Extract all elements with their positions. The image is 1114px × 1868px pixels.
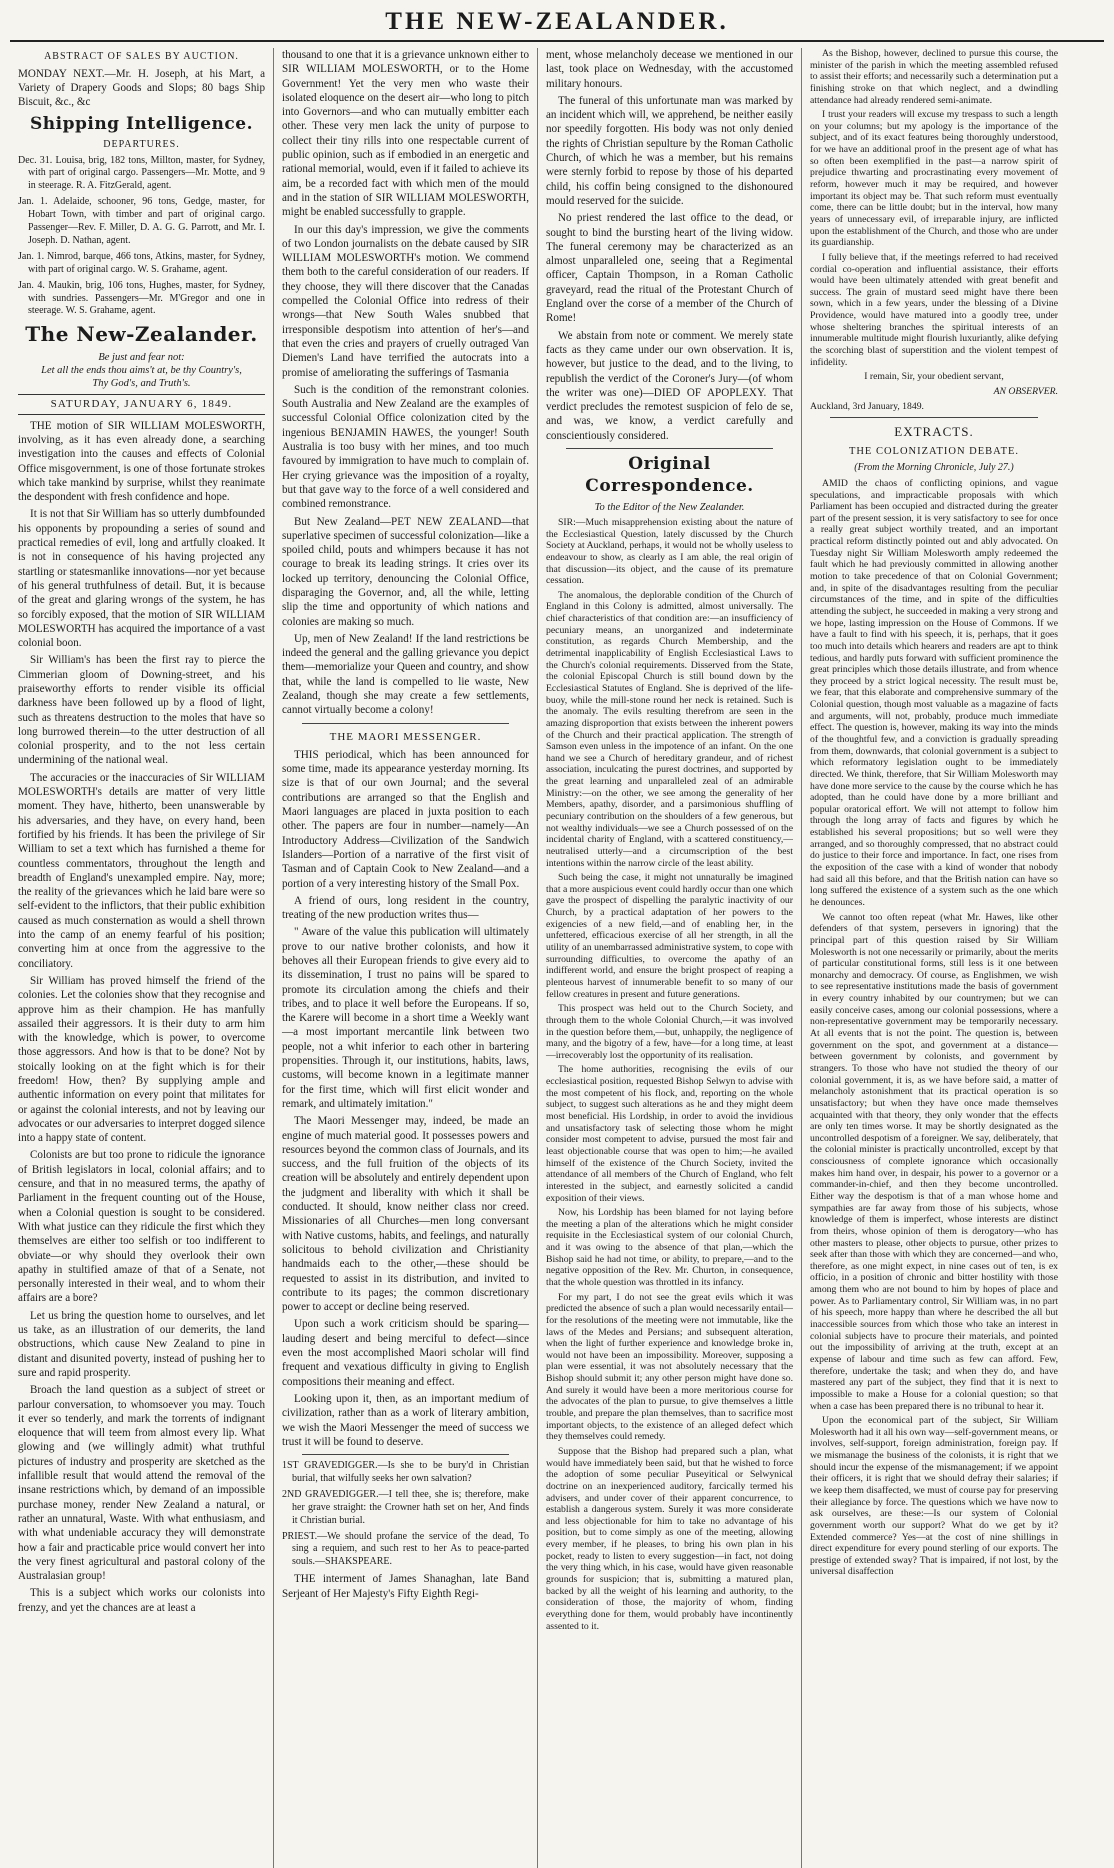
letter-paragraph: As the Bishop, however, declined to pursue this course, the minister of the parish in which the meeting assembled refused to assist their efforts; and necessarily such a determination put a finishing stroke on that which neglect, and a dwindling attendance had already rendered semi-animate. bbox=[810, 48, 1058, 106]
article-paragraph: Upon such a work criticism should be sparing—lauding desert and being merciful to defect—since even the most accomplished Maori scholar will find frequent and vexatious difficulty in giving to English compositions their meaning and effect. bbox=[282, 1318, 529, 1388]
article-paragraph: Let us bring the question home to ourselves, and let us take, as an illustration of our demerits, the land obstructions, which cause New Zealand to pine in distant and disunited poverty, instead of pushing her to sure and rapid prosperity. bbox=[18, 1309, 265, 1379]
article-paragraph: ment, whose melancholy decease we mentioned in our last, took place on Wednesday, with the accustomed military honours. bbox=[546, 49, 793, 90]
extract-paragraph: Upon the economical part of the subject, Sir William Molesworth had it all his own way—self-government means, or involves, self-support, foreign administration, foreign pay. If we mismanage the business of the colonists, it is right that we should incur the expense of the mismanagement; if we appoint their officers, it is right that we should defray their salaries; if we keep them disaffected, we must of course pay for preserving their allegiance by force. The questions which we have now to ask ourselves, are these:—Is our system of Colonial government worth our support? What do we get by it? Extended commerce? Yes—at the cost of nine shillings in direct expenditure for every pound sterling of our exports. The prestige of extended sway? That is impaired, if not lost, by the universal disaffection bbox=[810, 1415, 1058, 1578]
verse-line: 2ND GRAVEDIGGER.—I tell thee, she is; therefore, make her grave straight: the Crowner hath set on her, And finds it Christian burial. bbox=[282, 1488, 529, 1526]
letter-paragraph: I fully believe that, if the meetings referred to had received cordial co-operation and influential assistance, their efforts would have been ultimately attended with great benefit and success. The grain of mustard seed might have there been sown, which in a few years, under the blessing of a Divine Providence, would have matured into a goodly tree, under whose sheltering branches the spiritual interests of an innumerable multitude might flourish luxuriantly, alike defying the scorching blast of superstition and the violent tempest of infidelity. bbox=[810, 251, 1058, 368]
motto: Be just and fear not: Let all the ends thou aims't at, be thy Country's, Thy God's, and Truth's. bbox=[41, 352, 242, 390]
masthead: THE NEW-ZEALANDER. bbox=[10, 8, 1104, 42]
departure-item: Dec. 31. Louisa, brig, 182 tons, Millton, master, for Sydney, with part of original cargo. Passengers—Mr. Motte, and 9 in steerage. R. A. FitzGerald, agent. bbox=[18, 154, 265, 192]
correspondence-heading: Original Correspondence. bbox=[585, 454, 754, 496]
letter-paragraph: This prospect was held out to the Church Society, and through them to the whole Colonial Church,—it was involved in the question before them,—but, unhappily, the negligence of many, and the bigotry of a few, have—for a long time, at least—irrecoverably lost the opportunity of its realisation. bbox=[546, 1003, 793, 1061]
article-paragraph: THIS periodical, which has been announced for some time, made its appearance yesterday morning. Its size is that of our own Journal; and the several contributions are arranged so that the English and Maori languages are placed in juxta position to each other. The papers are four in number—namely—An Introductory Address—Civilization of the Sandwich Islanders—Portion of a narrative of the first visit of Tasman and of Captain Cook to New Zealand—and a portion of a very interesting history of the Small Pox. bbox=[282, 748, 529, 890]
departures-list bbox=[18, 155, 265, 319]
article-paragraph: THE motion of SIR WILLIAM MOLESWORTH, involving, as it has even already done, a searching investigation into the causes and effects of Colonial Office misgovernment, is one of those fortunate strokes which take mankind by surprise, whilst they reanimate the despondent with fresh confidence and hope. bbox=[18, 419, 265, 504]
article-paragraph: Such is the condition of the remonstrant colonies. South Australia and New Zealand are the examples of successful Colonial Office colonization cited by the ingenious BENJAMIN HAWES, the younger! South Australia is too busy with her mines, and too much favoured by immigration to have much to complain of. Her crying grievance was the imposition of a royalty, but that gave way to the force of a well considered and combined remonstrance. bbox=[282, 383, 529, 511]
departure-item: Jan. 1. Adelaide, schooner, 96 tons, Gedge, master, for Hobart Town, with timber and part of original cargo. Passenger—Rev. F. Miller, D. A. G. G. Parrott, and Mr. I. Joseph. D. Nathan, agent. bbox=[18, 196, 265, 246]
divider bbox=[830, 417, 1038, 418]
letter-signoff: I remain, Sir, your obedient servant, bbox=[864, 371, 1004, 383]
extracts-heading: EXTRACTS. bbox=[894, 424, 974, 440]
divider bbox=[302, 723, 509, 724]
article-paragraph: This is a subject which works our colonists into frenzy, and yet the chances are at least a bbox=[18, 1587, 265, 1614]
article-paragraph: It is not that Sir William has so utterly dumbfounded his opponents by propounding a series of sound and practical remedies of evil, long and artfully cloaked. It is not in consequence of his having projected any startling or statesmanlike innovations—nor yet because of his general truthfulness of detail. But, it is because of the great and glaring wrongs of the system, he has so forcibly exposed, that the motion of SIR WILLIAM MOLESWORTH has acquired the importance of a vast colonial boon. bbox=[18, 508, 265, 650]
letter-paragraph: For my part, I do not see the great evils which it was predicted the absence of such a plan would necessarily entail—for the resolutions of the meeting were not immutable, like the laws of the Medes and Persians; and subsequent alteration, when the light of further experience and knowledge broke in, would not have been an impossibility. Moreover, supposing a plan were essential, it was not absolutely necessary that the Bishop should submit it; any other person might have done so. And surely it would have been a more meritorious course for the advocates of the plan to pursue, to give themselves a little trouble, and prepare the plan themselves, than to sacrifice most important objects, to the existence of an alleged defect which they themselves could remedy. bbox=[546, 1291, 793, 1443]
letter-paragraph: Now, his Lordship has been blamed for not laying before the meeting a plan of the alterations which he might consider requisite in the Ecclesiastical system of our colonial Church, and it was owing to the absence of that plan,—which the Bishop said he had not time, or ability, to prepare,—and to the negative opposition of the Rev. Mr. Churton, in consequence, that the whole question was throttled in its infancy. bbox=[546, 1207, 793, 1288]
article-paragraph: A friend of ours, long resident in the country, treating of the new production writes thus— bbox=[282, 894, 529, 922]
article-paragraph: Broach the land question as a subject of street or parlour conversation, to whomsoever you may. Touch it ever so tenderly, and mark the torrents of indignant eloquence that will teem from almost every lip. What glowing and (we willingly admit) what truthful pictures of industry and prosperity are sketched as the infallible result that would attend the removal of the insane restrictions which, by demand of an impossible purchase money, render New Zealand a natural, or rather an unnatural, Waste. With what enthusiasm, and with what undeniable accuracy they will demonstrate how a fair and practicable price would convert her into the very finest agricultural and pastoral colony of the Australasian group! bbox=[18, 1384, 265, 1583]
letter-paragraph: The anomalous, the deplorable condition of the Church of England in this Colony is admitted, almost universally. The chief characteristics of that condition are:—an insufficiency of pecuniary means, an unorganized and indeterminate constitution, as regards Church Membership, and the detrimental inapplicability of English Ecclesiastical Laws to the Church's colonial requirements. Disserved from the State, the colonial Episcopal Church is still bound down by the Ecclesiastical Statutes of England. She is deprived of the life-buoy, while the mill-stone round her neck is retained. Such is the anomaly. The evils resulting therefrom are seen in the amazing disproportion that exists between the inherent powers of the Church and their practical application. The strength of Samson even unless in the impotence of an infant. On the one hand we see a Church of hereditary grandeur, and of richest association, inculcating the purest doctrines, and supported by the great learning and unparalleled zeal of an admirable Ministry:—on the other, we see among the generality of her Members, apathy, disorder, and a parsimonious shuffling of pecuniary contribution on the shoulders of a few generous, but not wealthy individuals—we see a Church possessed of on the incidental charity of England, with a scattered constituency,—neutralised utterly—and a circumscription of the best intentions within the narrow circle of the least ability. bbox=[546, 589, 793, 869]
extract-paragraph: AMID the chaos of conflicting opinions, and vague speculations, and impracticable proposals with which Parliament has been occupied and distracted during the greater part of the present session, it is very satisfactory to see for once a really great subject worthily treated, and an important practical reform distinctly pointed out and ably advocated. On Tuesday night Sir William Molesworth amply redeemed the fault which he had previously committed in allowing another motion to take precedence of that on Colonial Government; and, in spite of the disadvantages resulting from the peculiar circumstances of the time, and in spite of the difficulties attending the subject, he succeeded in making a very strong and we hope, lasting impression on the House of Commons. If we have a fault to find with his speech, it is, perhaps, that it goes too much into details which hearers and readers are apt to think tedious, and hardly puts forward with sufficient prominence the great principles which those details illustrate, and from whence they proceed by a strict logical necessity. The result must be, we fear, that this elaborate and comprehensive summary of the Colonial question, though most valuable as a magazine of facts and arguments, will not, probably, produce much immediate effect. The question is, however, making its way into the minds of the thoughtful few, and a conviction is gradually spreading from them, downwards, that colonial government is a subject to which reformatory legislation ought to be immediately directed. We think, therefore, that Sir William Molesworth may have done more service to the cause by the course which he has adopted, than he could have done by a more brilliant and popular oratorical effort. We will not attempt to follow him through the long array of facts and figures by which he established his several propositions; but so well were they arranged, and so thoroughly compressed, that no abstract could do justice to their force and importance. In fact, one rises from the exposition of the case with a kind of wonder that nobody had said all this before, and that the British nation can have so long suffered the existence of a system such as the one which he denounces. bbox=[810, 477, 1058, 908]
column-4 bbox=[802, 48, 1066, 1868]
article-paragraph: Looking upon it, then, as an important medium of civilization, rather than as a work of literary ambition, we wish the Maori Messenger the meed of success we trust it will be found to deserve. bbox=[282, 1392, 529, 1448]
article-paragraph: Colonists are but too prone to ridicule the ignorance of British legislators in local, colonial affairs; and to censure, and that in no measured terms, the apathy of Parliament in the frequent counting out of the House, when a Colonial question is sought to be considered. With what justice can they ridicule the first which they themselves are either too selfish or too indifferent to obviate—or why should they overlook their own apathy in stultified amaze of that of a Senate, not personally interested in their weal, and to whom their affairs are a bore? bbox=[18, 1149, 265, 1305]
article-paragraph: In our this day's impression, we give the comments of two London journalists on the debate caused by SIR WILLIAM MOLESWORTH's motion. We commend them both to the careful consideration of our readers. If they choose, they will there discover that the Canadas compelled the Colonial Office into redress of their wrongs—that New South Wales snubbed that irresponsible despotism into attention of her's—and that even the cries and prayers of cruelly outraged Van Diemen's Land have terrified the autocrats into a promise of ameliorating the sufferings of Tasmania bbox=[282, 223, 529, 379]
article-paragraph: The Maori Messenger may, indeed, be made an engine of much material good. It possesses powers and resources beyond the common class of Journals, and its success, and the full fruition of the objects of its creation will be absolutely and entirely dependent upon the judgment and liberality with which it shall be conducted. It should, know neither class nor creed. Missionaries of all Churches—men long conversant with Native customs, habits, and feelings, and naturally solicitous to behold civilization and Christianity handmaids each to the other,—these should be requested to assist in its distribution, and invited to contribute to its pages; the common discretionary power to accept or decline being reserved. bbox=[282, 1115, 529, 1314]
departure-item: Jan. 4. Maukin, brig, 106 tons, Hughes, master, for Sydney, with sundries. Passengers—Mr. M'Gregor and one in steerage. W. S. Grahame, agent. bbox=[18, 279, 265, 317]
letter-date: Auckland, 3rd January, 1849. bbox=[810, 400, 924, 412]
correspondence-addressee: To the Editor of the New Zealander. bbox=[594, 501, 745, 513]
letter-paragraph: SIR:—Much misapprehension existing about the nature of the Ecclesiastical Question, lately discussed by the Church Society at Auckland, perhaps, it would not be wholly useless to endeavour to show, as clearly as I am able, the real origin of that discussion—its object, and the cause of its premature cessation. bbox=[546, 516, 793, 587]
column-3 bbox=[538, 48, 802, 1868]
letter-paragraph: The home authorities, recognising the evils of our ecclesiastical position, requested Bishop Selwyn to advise with the most competent of his flock, and, reporting on the whole subject, to suggest such alterations as he and they might deem most beneficial. His Lordship, in order to avoid the invidious and unsatisfactory task of selecting those whom he might consider most competent to advise, pursued the most fair and least objectionable course that was open to him;—he availed himself of the existence of the Church Society, invited the attendance of all members of the Church of England, who felt interested in the subject, and earnestly solicited a candid exposition of their views. bbox=[546, 1064, 793, 1204]
divider bbox=[566, 448, 773, 449]
column-2 bbox=[274, 48, 538, 1868]
article-paragraph: We abstain from note or comment. We merely state facts as they came under our own observation. It is, however, but justice to the dead, and to the living, to republish the verdict of the Coroner's Jury—(of whom the writer was one)—DIED OF APOPLEXY. That verdict precludes the remotest suspicion of felo de se, and was, we know, a verdict carefully and conscientiously considered. bbox=[546, 329, 793, 442]
departures-heading: DEPARTURES. bbox=[103, 138, 180, 150]
letter-signature: AN OBSERVER. bbox=[993, 385, 1058, 397]
letter-body bbox=[546, 517, 793, 1632]
verse-line: PRIEST.—We should profane the service of the dead, To sing a requiem, and such rest to her As to peace-parted souls.—SHAKSPEARE. bbox=[282, 1530, 529, 1568]
article-paragraph: Up, men of New Zealand! If the land restrictions be indeed the general and the galling grievance you depict them—memorialize your Queen and country, and show that, while the land is compelled to lie waste, New Zealand, though she may create a few settlements, cannot virtually become a colony! bbox=[282, 632, 529, 717]
paper-title: The New-Zealander. bbox=[25, 322, 258, 347]
letter-paragraph: Suppose that the Bishop had prepared such a plan, what would have immediately been said, but that he wished to force the adoption of some peculiar Puseyitical or Selwynical doctrine on an inexperienced auditory, farcically termed his advisers, and under cover of their apparent concurrence, to establish a dangerous system. Surely it was more considerate and less objectionable for him to take no advantage of his position, but to come simply as one of the meeting, allowing every member, if he pleases, to bring his own plan in his pocket, ready to listen to every suggestion—in fact, not doing the very thing which, in his case, would have given reasonable grounds for suspicion; that is, submitting a matured plan, backed by all the weight of his learning and authority, to the consideration of those, the majority of whom, finding everything done for them, would probably have incontinently assented to it. bbox=[546, 1445, 793, 1632]
article-paragraph: " Aware of the value this publication will ultimately prove to our native brother colonists, and how it behoves all their European friends to give every aid to its dissemination, I trust no pains will be spared to promote its circulation among the chiefs and their tribes, and to place it well before the Europeans. If so, the Karere will become in a short time a Weekly want—a most important mercantile link between two people, not a whit inferior to each other in bartering propensities. Through it, our institutions, habits, laws, customs, will become known in a legitimate manner for the first time, which will first elicit wonder and remark, and ultimately imitation." bbox=[282, 926, 529, 1110]
auction-notice: MONDAY NEXT.—Mr. H. Joseph, at his Mart, a Variety of Drapery Goods and Slops; 80 bags Ship Biscuit, &c., &c bbox=[18, 67, 265, 109]
article-paragraph: The funeral of this unfortunate man was marked by an incident which will, we apprehend, be neither easily nor speedily forgotten. His body was not only denied the rights of Christian sepulture by the Roman Catholic Church, of which he was a member, but his remains were sternly forbid to repose by those of his departed child, his coffin being consigned to the dishonoured mould reserved for the suicide. bbox=[546, 94, 793, 207]
article-paragraph: thousand to one that it is a grievance unknown either to SIR WILLIAM MOLESWORTH, or to the Home Government! Yet the very men who waste their isolated eloquence on the desert air—who long to pitch into Governors—and who can mutually embitter each other. These very men lack the unity of purpose to collect their tiny rills into one respectable current of public opinion, such as if embodied in an energetic and rational memorial, would, even if it failed to achieve its aim, be a recorded fact with which men of the mould and in the station of SIR WILLIAM MOLESWORTH, might be enabled successfully to grapple. bbox=[282, 49, 529, 219]
shipping-heading: Shipping Intelligence. bbox=[30, 113, 253, 134]
debate-heading: THE COLONIZATION DEBATE. bbox=[848, 445, 1020, 457]
departure-item: Jan. 1. Nimrod, barque, 466 tons, Atkins, master, for Sydney, with part of original cargo. W. S. Grahame, agent. bbox=[18, 250, 265, 275]
article-paragraph: THE interment of James Shanaghan, late Band Serjeant of Her Majesty's Fifty Eighth Regi- bbox=[282, 1573, 529, 1600]
letter-paragraph: Such being the case, it might not unnaturally be imagined that a more auspicious event could hardly occur than one which gave the prospect of dispelling the paralytic inactivity of our Church, by a practical adaptation of her powers to the exigencies of a new field,—and of enabling her, in the unfettered, efficacious exercise of all her strength, in all the utility of an unembarrassed administrative system, to cope with surrounding difficulties, to overcome the apathy of an indifferent world, and ensure the bright prospect of reaping a plenteous harvest of innumerable benefit to so many of our fellow creatures in present and future generations. bbox=[546, 872, 793, 1000]
divider bbox=[302, 1454, 509, 1455]
column-1 bbox=[10, 48, 274, 1868]
auction-heading: ABSTRACT OF SALES BY AUCTION. bbox=[44, 51, 239, 62]
letter-paragraph: I trust your readers will excuse my trespass to such a length on your columns; but my apology is the importance of the subject, and of its exact features being thoroughly understood, for we have an additional proof in the present age of what has so often been exemplified in the past—a narrow spirit of prejudice thwarting and procrastinating every movement of reform, however much it may be required, and however important its object may be. That such reform must eventually come, there can be little doubt; but in the interval, how many years of unnecessary evil, of irreparable injury, are inflicted upon the establishment of the Church, and those who are under its guardianship. bbox=[810, 109, 1058, 249]
article-paragraph: Sir William's has been the first ray to pierce the Cimmerian gloom of Downing-street, and his praiseworthy efforts to render visible its official darkness have been followed up by a flood of light, such as threatens destruction to the moles that have so long burrowed therein—to the utter destruction of all colonial prosperity, and to the not less certain undermining of the national weal. bbox=[18, 654, 265, 767]
article-paragraph: No priest rendered the last office to the dead, or sought to bind the bursting heart of the living widow. The funeral ceremony may be characterized as an almost unparalleled one, seeing that a Regimental officer, Captain Thompson, in a Roman Catholic graveyard, read the ritual of the Protestant Church of England over the corse of a member of the Church of Rome! bbox=[546, 212, 793, 325]
extract-source: (From the Morning Chronicle, July 27.) bbox=[854, 462, 1014, 474]
messenger-heading: THE MAORI MESSENGER. bbox=[329, 730, 482, 743]
extract-paragraph: We cannot too often repeat (what Mr. Hawes, like other defenders of that system, persevers in ignoring) that the principal part of this question raised by Sir William Molesworth is not one necessarily or primarily, about the merits of particular constitutional forms, still less is it one between monarchy and democracy. Of course, as Englishmen, we wish to see representative institutions made the basis of government in every country inhabited by our countrymen; but we can easily conceive cases, among our colonial possessions, where a non-representative government may be temporarily necessary. At all events that is not the point. The question is, between government on the spot, and government at a distance—between government by colonists, and government by strangers. To those who have not studied the theory of our colonial government, it is, as we have before said, a matter of melancholy astonishment that its practical operation is so unsatisfactory; but when they have once made themselves acquainted with that theory, they only wonder that the effects are only ten times worse. It may be shortly designated as the uncontrolled despotism of a foreigner. We say, deliberately, that the colonial minister is practically uncontrolled, except by that consciousness of complete ignorance which occasionally makes him hand over, in despair, his power to a governor or a commander-in-chief, and then they become uncontrolled. Either way the despotism is that of a man whose home and sympathies are far away from those of his subjects, whose knowledge of them is imperfect, whose interests are distinct from theirs, whose opinion of them is derogatory—who has other masters to please, other objects to pursue, other prizes to seek after than those with which they are concerned—and who, therefore, as one might expect, in nine cases out of ten, is ex officio, in a position of chronic and bitter hostility with those among them who are not bound to him by hopes of place and power. As to Parliamentary control, Sir William was, in no part of his speech, more happy than where he described the all but inaccessible sources from which those who take an interest in colonial subjects have to procure their materials, and pointed out the impossibility of arriving at the truth, except at an expense of labour and time such as few can afford. Few, therefore, undertake the task; and when they do, and have mastered any part of the subject, they find that it is next to impossible to make a House for a colonial question; so that when a case has been prepared there is no tribunal to hear it. bbox=[810, 911, 1058, 1412]
article-paragraph: Sir William has proved himself the friend of the colonies. Let the colonies show that they recognise and approve him as their champion. He has manfully assailed their aggressors. It is their duty to arm him with the knowledge, which is power, to overcome those aggressors. And how is that to be done? Not by stoically looking on at the fight which is for their freedom! How, then? By supplying ample and authentic information on every point that militates for or against the colonial interests, and not by leaving our advocates or our adversaries to interpret dogged silence into a happy state of content. bbox=[18, 974, 265, 1145]
article-paragraph: But New Zealand—PET NEW ZEALAND—that superlative specimen of successful colonization—like a spoiled child, pouts and whimpers because it has not courage to break its leading strings. It cries over its locked up territory, denouncing the Colonial Office, disparaging the Governor, and, all the while, letting slip the time and opportunity of which nations and colonies are making so much. bbox=[282, 515, 529, 628]
article-paragraph: The accuracies or the inaccuracies of Sir WILLIAM MOLESWORTH's details are matter of very little moment. They have, hitherto, been unanswerable by his adversaries, and they have, on every hand, been fortified by his friends. It has been the privilege of Sir William to set a text which has furnished a theme for countless commentators, throughout the length and breadth of England's unexampled empire. Nay, more; the reality of the grievances which he laid bare were so self-evident to the inflictors, that their public exhibition caused as much consternation as would a shell thrown into the camp of an enemy fearful of his position; converting him at once from the aggressive to the conciliatory. bbox=[18, 771, 265, 970]
dateline: SATURDAY, JANUARY 6, 1849. bbox=[18, 394, 265, 414]
columns bbox=[10, 48, 1104, 1868]
verse-line: 1ST GRAVEDIGGER.—Is she to be bury'd in Christian burial, that wilfully seeks her own salvation? bbox=[282, 1460, 529, 1484]
